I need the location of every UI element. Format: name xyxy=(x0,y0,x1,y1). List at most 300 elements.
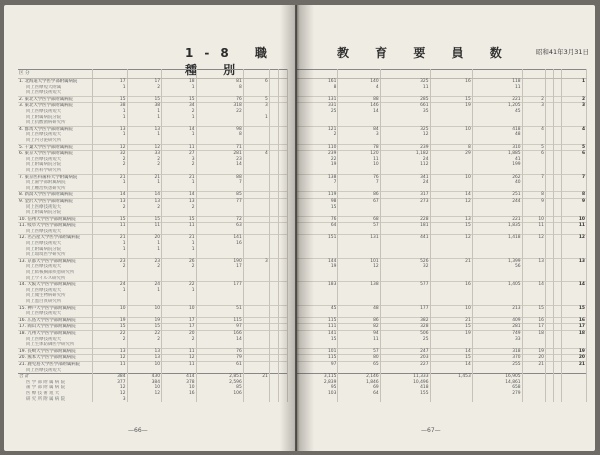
left-cell: 34 xyxy=(162,103,197,109)
left-cell: 12 xyxy=(93,385,128,391)
right-cell: 7 xyxy=(522,174,545,180)
left-cell: 1 xyxy=(93,241,128,247)
left-cell xyxy=(243,144,269,151)
left-cell: 1 xyxy=(93,132,128,138)
left-cell xyxy=(243,396,269,402)
right-cell xyxy=(545,348,553,355)
right-cell: 20 xyxy=(522,355,545,362)
right-cell: 141 xyxy=(297,330,338,336)
right-cell: 131 xyxy=(297,96,338,103)
left-cell xyxy=(269,216,278,223)
left-cell: 76 xyxy=(196,348,243,355)
right-cell: 121 xyxy=(297,126,338,132)
right-cell: 161 xyxy=(297,79,338,85)
left-cell: 384 xyxy=(127,380,162,386)
right-cell: 21 xyxy=(430,317,472,324)
right-cell: 317 xyxy=(380,192,430,199)
row-label: 18. 九州大学医学部附属病院 xyxy=(18,330,93,336)
right-cell xyxy=(545,144,553,151)
right-cell: 199 xyxy=(472,162,522,168)
left-cell: 17 xyxy=(127,79,162,85)
row-label: 同上附属病院分院 xyxy=(18,115,93,121)
right-table-row xyxy=(297,317,587,324)
left-cell: 2 xyxy=(93,162,128,168)
right-cell: 221 xyxy=(472,216,522,223)
left-cell: 2 xyxy=(127,264,162,270)
left-cell: 13 xyxy=(93,198,128,204)
left-cell: 23 xyxy=(196,157,243,163)
right-cell xyxy=(545,324,553,331)
left-cell: 12 xyxy=(93,355,128,362)
right-cell xyxy=(554,192,562,199)
row-label: 9. 金沢大学医学部附属病院 xyxy=(18,198,93,204)
left-cell: 2 xyxy=(127,337,162,343)
left-cell: 20 xyxy=(127,235,162,241)
right-cell: 151 xyxy=(297,235,338,241)
right-cell: 56 xyxy=(472,264,522,270)
left-cell xyxy=(269,355,278,362)
left-cell: 14 xyxy=(93,192,128,199)
left-cell: 12 xyxy=(127,144,162,151)
right-cell: 11,333 xyxy=(380,374,430,380)
left-cell xyxy=(278,396,287,402)
right-cell: 1,885 xyxy=(472,151,522,157)
right-cell: 331 xyxy=(297,103,338,109)
right-cell: 3 xyxy=(522,103,545,109)
right-cell: 12 xyxy=(430,235,472,241)
left-cell: 11 xyxy=(162,144,197,151)
left-cell: 19 xyxy=(127,317,162,324)
right-cell: 227 xyxy=(380,361,430,367)
left-cell: 8 xyxy=(196,85,243,91)
row-index: 17 xyxy=(562,324,587,331)
left-cell: 13 xyxy=(127,355,162,362)
row-label: 14. 大阪大学医学部附属病院 xyxy=(18,282,93,288)
right-cell: 325 xyxy=(380,126,430,132)
right-table-row xyxy=(297,192,587,199)
right-cell: 13 xyxy=(430,216,472,223)
right-cell: 18 xyxy=(522,330,545,336)
right-cell: 2 xyxy=(522,96,545,103)
left-cell: 1 xyxy=(93,180,128,186)
right-cell xyxy=(554,396,562,402)
row-label: 13. 京都大学医学部附属病院 xyxy=(18,258,93,264)
right-cell: 370 xyxy=(472,355,522,362)
right-cell: 2,146 xyxy=(338,374,380,380)
left-cell: 190 xyxy=(196,258,243,264)
row-label: 同上ウイルス研究所 xyxy=(18,276,93,282)
right-cell: 80 xyxy=(338,355,380,362)
left-cell: 3 xyxy=(243,103,269,109)
row-index: 20 xyxy=(562,355,587,362)
left-cell: 15 xyxy=(162,216,197,223)
left-table-row xyxy=(18,216,288,223)
right-cell: 418 xyxy=(380,385,430,391)
right-cell: 239 xyxy=(380,144,430,151)
left-cell: 61 xyxy=(196,361,243,367)
right-cell: 29 xyxy=(430,151,472,157)
left-cell: 18 xyxy=(162,79,197,85)
right-cell: 8 xyxy=(297,85,338,91)
left-cell: 26 xyxy=(162,258,197,264)
right-cell: 2 xyxy=(297,132,338,138)
left-table-row xyxy=(18,324,288,331)
right-cell: 181 xyxy=(380,223,430,229)
row-label: 同上医療技術短大 xyxy=(18,288,93,294)
row-label: 同上医療技術短大 xyxy=(18,337,93,343)
right-cell: 1,399 xyxy=(472,258,522,264)
row-index: 21 xyxy=(562,361,587,367)
left-cell: 38 xyxy=(127,103,162,109)
left-cell: 1 xyxy=(243,115,269,121)
right-cell: 9 xyxy=(522,198,545,204)
right-cell: 1,405 xyxy=(472,282,522,288)
right-cell: 526 xyxy=(380,258,430,264)
left-header-col-5 xyxy=(243,70,269,79)
left-header-col-2 xyxy=(127,70,162,79)
row-label: 20. 熊本大学医学部附属病院 xyxy=(18,355,93,362)
right-cell: 10 xyxy=(430,174,472,180)
left-cell: 11 xyxy=(93,223,128,229)
right-cell: 1,205 xyxy=(472,103,522,109)
right-cell: 279 xyxy=(472,391,522,397)
date-note: 昭和41年3月31日 xyxy=(535,48,589,56)
left-page-number: —66— xyxy=(128,427,148,434)
left-cell xyxy=(278,324,287,331)
right-cell: 101 xyxy=(338,258,380,264)
left-table-row xyxy=(18,355,288,362)
left-table-row xyxy=(18,96,288,103)
row-index: 9 xyxy=(562,198,587,204)
row-index: 6 xyxy=(562,151,587,157)
right-cell: 65 xyxy=(338,361,380,367)
left-cell: 2 xyxy=(93,204,128,210)
left-cell xyxy=(269,144,278,151)
left-cell: 281 xyxy=(196,151,243,157)
right-cell xyxy=(554,216,562,223)
right-cell: 318 xyxy=(472,348,522,355)
right-cell: 15 xyxy=(297,337,338,343)
right-table-row xyxy=(297,144,587,151)
left-cell: 10 xyxy=(127,305,162,311)
left-cell: 166 xyxy=(196,330,243,336)
left-cell: 1 xyxy=(162,247,197,253)
left-table-row xyxy=(18,317,288,324)
row-label: 同上蛋白質研究所 xyxy=(18,299,93,305)
right-page-number: —67— xyxy=(421,427,441,434)
right-cell: 88 xyxy=(338,96,380,103)
left-cell: 377 xyxy=(93,380,128,386)
left-cell: 2 xyxy=(93,337,128,343)
right-cell: 45 xyxy=(472,109,522,115)
left-cell: 21 xyxy=(162,235,197,241)
right-header-col-6 xyxy=(522,70,545,79)
row-index: 4 xyxy=(562,126,587,132)
right-cell: 577 xyxy=(380,282,430,288)
left-cell: 414 xyxy=(162,374,197,380)
left-header-col-7 xyxy=(278,70,287,79)
left-header-category: 区 分 xyxy=(18,70,93,79)
left-cell: 2 xyxy=(93,264,128,270)
right-table-row xyxy=(297,324,587,331)
row-label: 同上医療技術短大 xyxy=(18,264,93,270)
left-cell: 21 xyxy=(93,174,128,180)
row-label: 医 療 技 術 短 大 xyxy=(18,391,93,397)
right-cell xyxy=(554,144,562,151)
row-label: 12. 名古屋大学医学部附属病院 xyxy=(18,235,93,241)
left-cell xyxy=(278,348,287,355)
right-cell xyxy=(545,317,553,324)
right-cell: 14 xyxy=(430,192,472,199)
left-cell: 10 xyxy=(162,385,197,391)
left-cell: 15 xyxy=(93,96,128,103)
right-cell: 15 xyxy=(430,355,472,362)
left-cell: 88 xyxy=(196,174,243,180)
left-cell: 318 xyxy=(196,103,243,109)
right-cell: 16 xyxy=(430,79,472,85)
left-cell xyxy=(243,192,269,199)
row-label: 3. 東北大学医学部附属病院 xyxy=(18,103,93,109)
right-cell: 244 xyxy=(472,198,522,204)
left-cell: 14 xyxy=(162,192,197,199)
right-cell: 661 xyxy=(380,103,430,109)
row-label: 同上医療技術短大 xyxy=(18,90,93,96)
left-cell: 5 xyxy=(243,96,269,103)
right-cell: 155 xyxy=(380,391,430,397)
left-table-row xyxy=(18,192,288,199)
row-label: 歯 学 部 附 属 病 院 xyxy=(18,385,93,391)
row-index: 7 xyxy=(562,174,587,180)
row-label: 同上医療技術短大 xyxy=(18,132,93,138)
right-cell: 10 xyxy=(430,305,472,311)
right-cell: 441 xyxy=(380,235,430,241)
left-cell: 1 xyxy=(93,85,128,91)
left-cell xyxy=(278,192,287,199)
left-cell: 71 xyxy=(196,144,243,151)
left-cell: 378 xyxy=(162,380,197,386)
right-cell: 15 xyxy=(430,96,472,103)
right-cell: 35 xyxy=(380,109,430,115)
left-cell: 10 xyxy=(127,361,162,367)
left-cell xyxy=(269,324,278,331)
right-cell: 103 xyxy=(297,391,338,397)
row-index: 1 xyxy=(562,79,587,85)
right-header-col-9 xyxy=(562,70,587,79)
left-cell: 3 xyxy=(93,396,128,402)
left-cell xyxy=(278,144,287,151)
left-cell: 1 xyxy=(162,241,197,247)
left-cell: 21 xyxy=(243,374,269,380)
left-cell xyxy=(243,348,269,355)
right-cell: 11 xyxy=(338,157,380,163)
right-cell: 12 xyxy=(430,198,472,204)
right-cell: 11 xyxy=(472,85,522,91)
right-cell: 84 xyxy=(338,126,380,132)
right-cell: 247 xyxy=(380,348,430,355)
left-cell: 13 xyxy=(127,348,162,355)
left-table-row xyxy=(18,144,288,151)
right-cell: 10,496 xyxy=(380,380,430,386)
right-cell: 15 xyxy=(297,204,338,210)
left-cell: 2 xyxy=(162,109,197,115)
row-label: 同上医療短大附属 xyxy=(18,85,93,91)
left-cell: 15 xyxy=(127,324,162,331)
right-table-row xyxy=(297,348,587,355)
right-cell: 112 xyxy=(380,162,430,168)
right-cell: 45 xyxy=(297,305,338,311)
left-cell: 2 xyxy=(127,204,162,210)
right-cell: 76 xyxy=(338,174,380,180)
row-label: 同上環境医学研究所 xyxy=(18,252,93,258)
right-cell: 281 xyxy=(472,324,522,331)
right-cell: 101 xyxy=(297,348,338,355)
right-cell xyxy=(545,216,553,223)
left-cell: 1 xyxy=(127,247,162,253)
right-cell: 658 xyxy=(472,385,522,391)
right-cell: 409 xyxy=(472,317,522,324)
row-label: 5. 千葉大学医学部附属病院 xyxy=(18,144,93,151)
right-cell: 68 xyxy=(338,216,380,223)
left-cell: 2 xyxy=(162,337,197,343)
right-cell xyxy=(545,396,553,402)
right-cell: 25 xyxy=(380,337,430,343)
left-cell: 10 xyxy=(127,385,162,391)
row-label: 2. 東北大学医学部附属病院 xyxy=(18,96,93,103)
left-cell xyxy=(127,396,162,402)
right-cell: 24 xyxy=(380,157,430,163)
right-cell: 15 xyxy=(522,305,545,311)
right-cell: 48 xyxy=(338,305,380,311)
right-cell: 82 xyxy=(338,324,380,331)
right-cell: 120 xyxy=(338,151,380,157)
row-index: 13 xyxy=(562,258,587,264)
right-cell: 41 xyxy=(472,157,522,163)
row-label: 同上医科学研究所 xyxy=(18,168,93,174)
left-cell xyxy=(278,317,287,324)
left-cell: 23 xyxy=(93,258,128,264)
left-cell: 11 xyxy=(93,361,128,367)
left-cell: 19 xyxy=(93,317,128,324)
left-data-table xyxy=(18,69,288,402)
left-cell: 85 xyxy=(196,385,243,391)
row-label: 7. 東京医科歯科大学附属病院 xyxy=(18,174,93,180)
right-page xyxy=(297,5,595,451)
row-label: 同上微生物病研究所 xyxy=(18,293,93,299)
right-cell: 40 xyxy=(472,180,522,186)
left-cell xyxy=(243,324,269,331)
left-header-col-6 xyxy=(269,70,278,79)
left-cell: 51 xyxy=(196,305,243,311)
row-index: 2 xyxy=(562,96,587,103)
right-cell xyxy=(545,192,553,199)
right-cell xyxy=(554,355,562,362)
left-cell: 15 xyxy=(127,216,162,223)
right-cell: 98 xyxy=(297,198,338,204)
row-label: 11. 岐阜大学医学部附属病院 xyxy=(18,223,93,229)
right-cell: 8 xyxy=(522,192,545,199)
left-cell xyxy=(269,317,278,324)
right-cell: 1,418 xyxy=(472,235,522,241)
left-cell xyxy=(269,192,278,199)
left-cell: 32 xyxy=(93,151,128,157)
left-cell: 33 xyxy=(127,151,162,157)
right-cell: 119 xyxy=(297,192,338,199)
left-cell: 17 xyxy=(93,79,128,85)
left-cell: 10 xyxy=(162,305,197,311)
left-cell xyxy=(269,96,278,103)
left-cell: 141 xyxy=(196,235,243,241)
left-cell: 17 xyxy=(162,324,197,331)
right-cell: 15 xyxy=(430,223,472,229)
right-cell: 14 xyxy=(338,109,380,115)
right-cell: 6 xyxy=(522,151,545,157)
left-page xyxy=(4,5,295,451)
right-table-row xyxy=(297,96,587,103)
left-cell: 2 xyxy=(127,157,162,163)
left-cell: 14 xyxy=(162,126,197,132)
left-cell: 79 xyxy=(196,355,243,362)
left-cell: 1 xyxy=(93,109,128,115)
left-cell: 12 xyxy=(162,355,197,362)
row-label: 10. 信州大学医学部附属病院 xyxy=(18,216,93,223)
right-cell: 97 xyxy=(297,361,338,367)
left-cell: 2 xyxy=(127,85,162,91)
left-cell: 12 xyxy=(127,391,162,397)
right-cell xyxy=(545,355,553,362)
right-cell: 5 xyxy=(522,144,545,151)
row-index: 15 xyxy=(562,305,587,311)
right-cell: 33 xyxy=(472,337,522,343)
right-cell xyxy=(297,396,338,402)
left-cell: 115 xyxy=(196,317,243,324)
right-cell: 273 xyxy=(380,198,430,204)
left-table-row xyxy=(18,348,288,355)
left-cell: 22 xyxy=(127,330,162,336)
left-cell: 2 xyxy=(162,264,197,270)
right-cell: 67 xyxy=(338,198,380,204)
right-cell: 115 xyxy=(297,355,338,362)
left-cell: 1 xyxy=(93,115,128,121)
left-cell: 2,851 xyxy=(196,374,243,380)
left-cell: 16 xyxy=(162,391,197,397)
left-cell: 97 xyxy=(196,324,243,331)
right-cell: 3 xyxy=(338,132,380,138)
left-cell: 1 xyxy=(127,115,162,121)
row-index: 18 xyxy=(562,330,587,336)
left-cell: 2 xyxy=(162,162,197,168)
left-cell: 1 xyxy=(162,132,197,138)
right-cell: 228 xyxy=(380,216,430,223)
right-cell: 115 xyxy=(297,317,338,324)
right-cell: 25 xyxy=(297,109,338,115)
left-cell: 11 xyxy=(162,361,197,367)
right-cell: 262 xyxy=(472,174,522,180)
left-cell: 1 xyxy=(162,115,197,121)
right-cell xyxy=(472,396,522,402)
left-cell: 1 xyxy=(127,241,162,247)
right-cell: 418 xyxy=(472,126,522,132)
row-label: 同上医療技術短大 xyxy=(18,368,93,374)
right-cell: 4 xyxy=(522,126,545,132)
right-cell: 16 xyxy=(522,317,545,324)
right-cell: 12 xyxy=(338,264,380,270)
right-cell: 7 xyxy=(297,180,338,186)
right-table-row xyxy=(297,216,587,223)
row-label: 同上医療技術短大 xyxy=(18,229,93,235)
row-label: 16. 広島大学医学部附属病院 xyxy=(18,317,93,324)
row-index: 10 xyxy=(562,216,587,223)
right-header-col-3 xyxy=(380,70,430,79)
